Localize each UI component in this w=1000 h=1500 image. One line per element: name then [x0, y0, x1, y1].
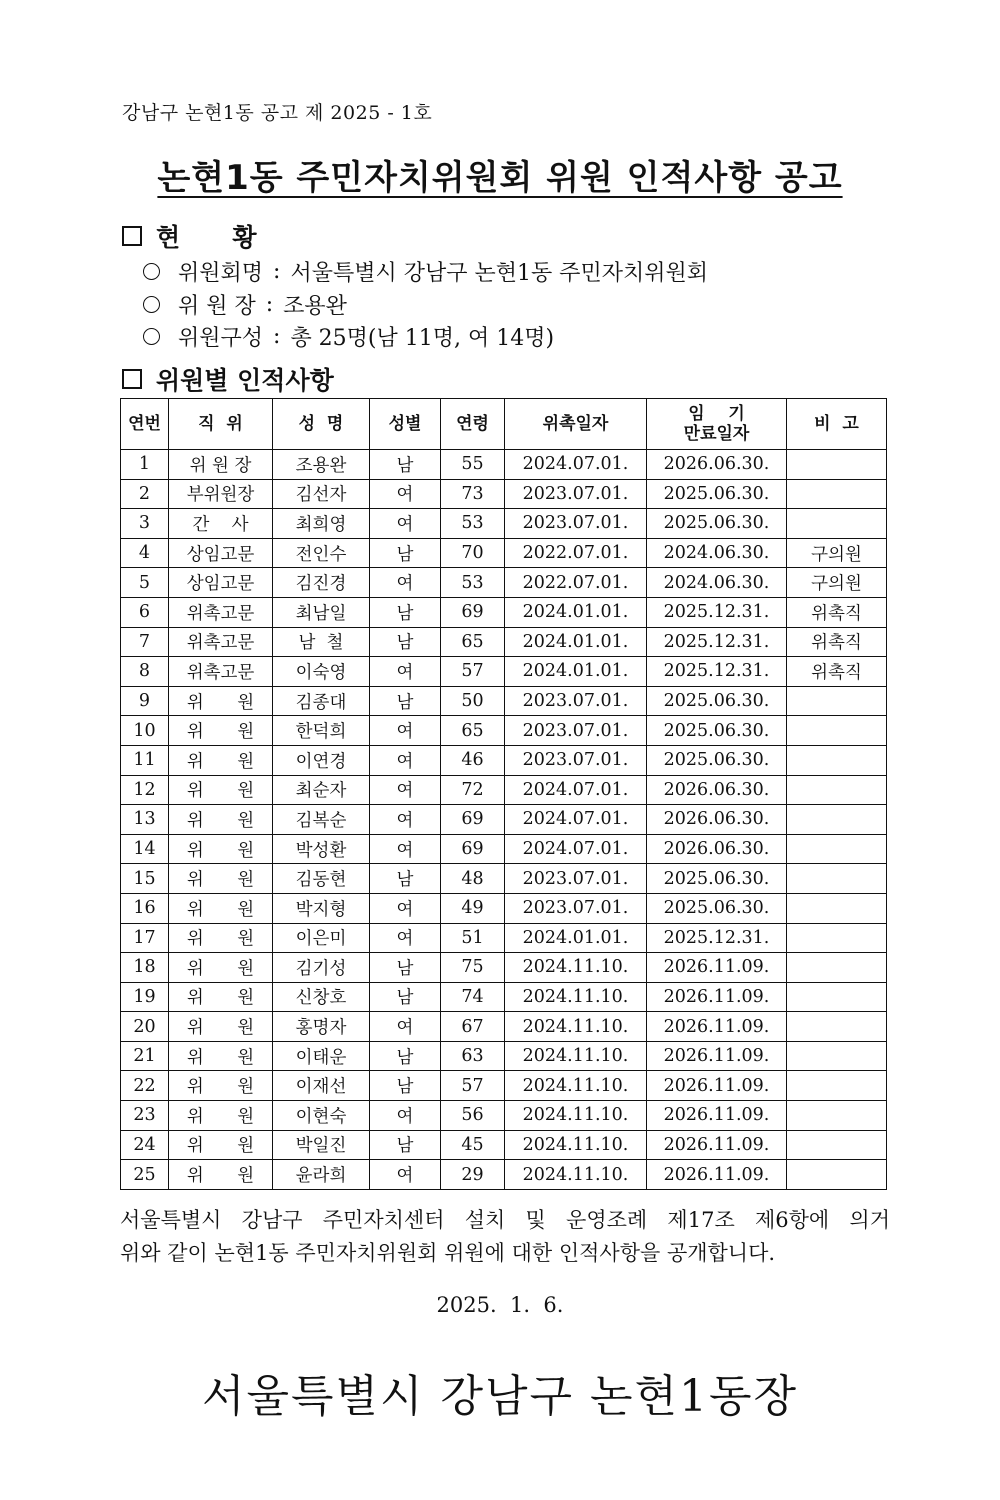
- table-cell: 남: [370, 450, 441, 480]
- table-cell: 2023.07.01.: [505, 716, 647, 746]
- table-cell: 2026.06.30.: [647, 805, 787, 835]
- table-cell: 최희영: [273, 509, 370, 539]
- info-separator: :: [265, 292, 274, 317]
- table-cell: 여: [370, 1101, 441, 1131]
- table-cell: 김선자: [273, 479, 370, 509]
- table-cell: 2022.07.01.: [505, 538, 647, 568]
- table-cell: 김기성: [273, 953, 370, 983]
- document-title-wrap: [0, 150, 1000, 199]
- column-header: 성 명: [273, 399, 370, 450]
- info-label: 위 원 장: [178, 294, 256, 319]
- table-row: [121, 864, 887, 894]
- table-cell: 50: [441, 686, 505, 716]
- table-cell: [787, 834, 887, 864]
- table-cell: 위촉직: [787, 657, 887, 687]
- footer-line-2: 위와 같이 논현1동 주민자치위원회 위원에 대한 인적사항을 공개합니다.: [120, 1241, 776, 1265]
- table-cell: 상임고문: [169, 568, 273, 598]
- table-cell: 김복순: [273, 805, 370, 835]
- table-row: [121, 1130, 887, 1160]
- table-cell: 75: [441, 953, 505, 983]
- table-cell: 간 사: [169, 509, 273, 539]
- table-cell: 2024.07.01.: [505, 450, 647, 480]
- table-cell: 여: [370, 657, 441, 687]
- table-row: [121, 923, 887, 953]
- info-value: 총 25명(남 11명, 여 14명): [290, 326, 555, 351]
- table-cell: 박성환: [273, 834, 370, 864]
- table-row: [121, 627, 887, 657]
- table-cell: 21: [121, 1041, 169, 1071]
- table-cell: 홍명자: [273, 1012, 370, 1042]
- table-cell: 69: [441, 834, 505, 864]
- table-row: [121, 597, 887, 627]
- table-cell: 67: [441, 1012, 505, 1042]
- column-header: 연령: [441, 399, 505, 450]
- table-cell: 위 원: [169, 1071, 273, 1101]
- table-cell: 2024.11.10.: [505, 982, 647, 1012]
- table-cell: 2025.06.30.: [647, 893, 787, 923]
- table-cell: 2024.01.01.: [505, 627, 647, 657]
- table-cell: 여: [370, 805, 441, 835]
- table-cell: 이숙영: [273, 657, 370, 687]
- table-cell: [787, 1071, 887, 1101]
- info-label: 위원구성: [178, 326, 264, 351]
- table-cell: 16: [121, 893, 169, 923]
- table-cell: 윤라희: [273, 1160, 370, 1190]
- table-cell: 4: [121, 538, 169, 568]
- table-cell: 2024.11.10.: [505, 1160, 647, 1190]
- square-bullet-icon: [122, 226, 142, 246]
- table-cell: 위 원: [169, 1012, 273, 1042]
- table-cell: 위 원: [169, 745, 273, 775]
- table-cell: 구의원: [787, 538, 887, 568]
- table-cell: 1: [121, 450, 169, 480]
- table-row: [121, 834, 887, 864]
- table-cell: 69: [441, 805, 505, 835]
- table-cell: 이연경: [273, 745, 370, 775]
- info-chairman: [143, 289, 347, 320]
- table-cell: 위촉직: [787, 597, 887, 627]
- table-cell: 72: [441, 775, 505, 805]
- table-cell: 최남일: [273, 597, 370, 627]
- table-cell: [787, 450, 887, 480]
- table-cell: 24: [121, 1130, 169, 1160]
- table-cell: 남: [370, 864, 441, 894]
- table-cell: 55: [441, 450, 505, 480]
- table-cell: 위 원: [169, 805, 273, 835]
- table-cell: 한덕희: [273, 716, 370, 746]
- table-row: [121, 1160, 887, 1190]
- table-cell: 2024.11.10.: [505, 1130, 647, 1160]
- table-cell: 9: [121, 686, 169, 716]
- column-header: 연번: [121, 399, 169, 450]
- circle-bullet-icon: [143, 263, 160, 280]
- table-cell: 2026.06.30.: [647, 775, 787, 805]
- table-cell: 위 원: [169, 982, 273, 1012]
- table-cell: [787, 509, 887, 539]
- table-row: [121, 745, 887, 775]
- table-cell: 이은미: [273, 923, 370, 953]
- table-cell: 65: [441, 716, 505, 746]
- table-cell: 15: [121, 864, 169, 894]
- table-cell: 위 원 장: [169, 450, 273, 480]
- table-cell: 남: [370, 538, 441, 568]
- table-cell: 2025.12.31.: [647, 597, 787, 627]
- table-cell: 57: [441, 657, 505, 687]
- table-cell: 이재선: [273, 1071, 370, 1101]
- table-row: [121, 657, 887, 687]
- table-cell: 2025.06.30.: [647, 686, 787, 716]
- notice-number: 강남구 논현1동 공고 제 2025 - 1호: [122, 102, 433, 124]
- table-row: [121, 538, 887, 568]
- table-cell: 2025.06.30.: [647, 864, 787, 894]
- info-separator: :: [273, 324, 281, 349]
- table-cell: 위 원: [169, 1160, 273, 1190]
- table-cell: 2024.01.01.: [505, 597, 647, 627]
- document-title: 논현1동 주민자치위원회 위원 인적사항 공고: [157, 158, 843, 198]
- table-cell: 박일진: [273, 1130, 370, 1160]
- table-row: [121, 1012, 887, 1042]
- table-cell: 2024.07.01.: [505, 834, 647, 864]
- table-cell: 2025.06.30.: [647, 716, 787, 746]
- table-cell: 여: [370, 1012, 441, 1042]
- table-cell: 2026.11.09.: [647, 1160, 787, 1190]
- table-cell: 7: [121, 627, 169, 657]
- table-cell: [787, 716, 887, 746]
- section-members-title: 위원별 인적사항: [156, 366, 334, 395]
- table-cell: 2025.06.30.: [647, 479, 787, 509]
- table-cell: 2023.07.01.: [505, 864, 647, 894]
- table-cell: 18: [121, 953, 169, 983]
- table-cell: 2026.11.09.: [647, 1041, 787, 1071]
- table-cell: 여: [370, 923, 441, 953]
- table-cell: 2026.11.09.: [647, 953, 787, 983]
- table-cell: 3: [121, 509, 169, 539]
- table-cell: 56: [441, 1101, 505, 1131]
- issuer-name: 서울특별시 강남구 논현1동장: [201, 1371, 798, 1422]
- table-cell: 최순자: [273, 775, 370, 805]
- table-cell: 2023.07.01.: [505, 745, 647, 775]
- table-cell: 2026.11.09.: [647, 1012, 787, 1042]
- table-cell: 73: [441, 479, 505, 509]
- table-cell: [787, 1041, 887, 1071]
- table-row: [121, 953, 887, 983]
- table-cell: 48: [441, 864, 505, 894]
- section-status-title: 현 황: [156, 223, 257, 252]
- table-cell: 남: [370, 1130, 441, 1160]
- table-cell: 위촉고문: [169, 627, 273, 657]
- circle-bullet-icon: [143, 328, 160, 345]
- table-cell: 위 원: [169, 1130, 273, 1160]
- table-cell: 2024.01.01.: [505, 657, 647, 687]
- table-cell: 5: [121, 568, 169, 598]
- table-cell: [787, 686, 887, 716]
- table-row: [121, 509, 887, 539]
- info-composition: [143, 321, 554, 352]
- table-cell: 여: [370, 893, 441, 923]
- section-members-heading: [122, 361, 334, 397]
- table-cell: 2024.06.30.: [647, 568, 787, 598]
- column-header: 성별: [370, 399, 441, 450]
- table-cell: 6: [121, 597, 169, 627]
- table-cell: 김종대: [273, 686, 370, 716]
- column-header: 직 위: [169, 399, 273, 450]
- table-cell: 2025.06.30.: [647, 745, 787, 775]
- table-row: [121, 1071, 887, 1101]
- table-cell: 전인수: [273, 538, 370, 568]
- info-label: 위원회명: [178, 261, 264, 286]
- table-cell: 상임고문: [169, 538, 273, 568]
- table-cell: 위 원: [169, 686, 273, 716]
- table-cell: 29: [441, 1160, 505, 1190]
- table-cell: 여: [370, 775, 441, 805]
- table-cell: [787, 745, 887, 775]
- table-cell: 57: [441, 1071, 505, 1101]
- table-row: [121, 450, 887, 480]
- table-cell: [787, 479, 887, 509]
- footer-statement: [120, 1204, 890, 1270]
- table-cell: [787, 805, 887, 835]
- table-cell: 2026.06.30.: [647, 450, 787, 480]
- table-cell: 2025.12.31.: [647, 657, 787, 687]
- table-row: [121, 686, 887, 716]
- table-cell: 2026.11.09.: [647, 1101, 787, 1131]
- table-cell: 여: [370, 1160, 441, 1190]
- table-cell: 2024.11.10.: [505, 1041, 647, 1071]
- column-header: 비 고: [787, 399, 887, 450]
- table-cell: 여: [370, 479, 441, 509]
- table-cell: 위 원: [169, 1101, 273, 1131]
- table-cell: 남: [370, 982, 441, 1012]
- table-cell: 2024.11.10.: [505, 1012, 647, 1042]
- table-cell: 남: [370, 1071, 441, 1101]
- table-row: [121, 568, 887, 598]
- table-cell: 49: [441, 893, 505, 923]
- table-header-row: [121, 399, 887, 450]
- table-cell: 22: [121, 1071, 169, 1101]
- table-cell: 2024.07.01.: [505, 805, 647, 835]
- info-value: 서울특별시 강남구 논현1동 주민자치위원회: [290, 261, 708, 286]
- table-cell: 남: [370, 597, 441, 627]
- table-cell: 위촉직: [787, 627, 887, 657]
- table-cell: 2024.06.30.: [647, 538, 787, 568]
- table-cell: 74: [441, 982, 505, 1012]
- table-cell: 14: [121, 834, 169, 864]
- table-cell: 2026.11.09.: [647, 1130, 787, 1160]
- table-row: [121, 805, 887, 835]
- table-cell: 2023.07.01.: [505, 686, 647, 716]
- table-cell: 여: [370, 716, 441, 746]
- table-cell: 여: [370, 834, 441, 864]
- table-cell: 12: [121, 775, 169, 805]
- table-cell: 위 원: [169, 864, 273, 894]
- table-cell: 김동현: [273, 864, 370, 894]
- table-cell: 2024.11.10.: [505, 1101, 647, 1131]
- table-cell: 2023.07.01.: [505, 893, 647, 923]
- table-cell: 63: [441, 1041, 505, 1071]
- table-cell: [787, 923, 887, 953]
- table-cell: 이현숙: [273, 1101, 370, 1131]
- table-cell: 이태운: [273, 1041, 370, 1071]
- table-cell: 2024.11.10.: [505, 1071, 647, 1101]
- table-cell: 2023.07.01.: [505, 479, 647, 509]
- table-cell: 53: [441, 568, 505, 598]
- table-cell: 위촉고문: [169, 597, 273, 627]
- table-cell: 위 원: [169, 893, 273, 923]
- table-cell: 65: [441, 627, 505, 657]
- table-cell: [787, 1101, 887, 1131]
- table-cell: 53: [441, 509, 505, 539]
- table-cell: 남 철: [273, 627, 370, 657]
- column-header: 위촉일자: [505, 399, 647, 450]
- table-cell: 2026.11.09.: [647, 982, 787, 1012]
- table-cell: 여: [370, 568, 441, 598]
- table-row: [121, 1101, 887, 1131]
- table-cell: 23: [121, 1101, 169, 1131]
- table-cell: 2025.06.30.: [647, 509, 787, 539]
- table-cell: 2024.07.01.: [505, 775, 647, 805]
- table-cell: 2024.01.01.: [505, 923, 647, 953]
- table-cell: 남: [370, 1041, 441, 1071]
- table-row: [121, 893, 887, 923]
- table-cell: 2025.12.31.: [647, 923, 787, 953]
- table-cell: 2026.06.30.: [647, 834, 787, 864]
- section-status-heading: [122, 218, 257, 254]
- circle-bullet-icon: [143, 296, 160, 313]
- table-row: [121, 982, 887, 1012]
- table-cell: 2024.11.10.: [505, 953, 647, 983]
- table-cell: 10: [121, 716, 169, 746]
- table-cell: 19: [121, 982, 169, 1012]
- table-cell: 남: [370, 627, 441, 657]
- table-row: [121, 479, 887, 509]
- table-cell: 11: [121, 745, 169, 775]
- table-cell: 위 원: [169, 834, 273, 864]
- table-cell: [787, 893, 887, 923]
- table-cell: [787, 982, 887, 1012]
- table-cell: 2023.07.01.: [505, 509, 647, 539]
- table-cell: 남: [370, 686, 441, 716]
- footer-line-1: 서울특별시 강남구 주민자치센터 설치 및 운영조례 제17조 제6항에 의거: [120, 1208, 890, 1232]
- table-cell: 위 원: [169, 1041, 273, 1071]
- table-cell: [787, 775, 887, 805]
- table-row: [121, 716, 887, 746]
- table-cell: 69: [441, 597, 505, 627]
- table-cell: [787, 1130, 887, 1160]
- table-row: [121, 775, 887, 805]
- table-cell: 위 원: [169, 923, 273, 953]
- table-cell: 70: [441, 538, 505, 568]
- table-cell: 2022.07.01.: [505, 568, 647, 598]
- column-header: 임 기 만료일자: [647, 399, 787, 450]
- table-cell: 조용완: [273, 450, 370, 480]
- table-cell: 여: [370, 509, 441, 539]
- table-row: [121, 1041, 887, 1071]
- table-cell: 17: [121, 923, 169, 953]
- table-cell: 46: [441, 745, 505, 775]
- table-cell: 2026.11.09.: [647, 1071, 787, 1101]
- table-cell: 2025.12.31.: [647, 627, 787, 657]
- table-cell: 남: [370, 953, 441, 983]
- info-value: 조용완: [283, 294, 347, 319]
- table-cell: 김진경: [273, 568, 370, 598]
- table-cell: [787, 1012, 887, 1042]
- table-cell: 구의원: [787, 568, 887, 598]
- table-cell: 25: [121, 1160, 169, 1190]
- table-cell: 위 원: [169, 716, 273, 746]
- table-cell: 51: [441, 923, 505, 953]
- table-cell: 위 원: [169, 953, 273, 983]
- info-separator: :: [273, 259, 281, 284]
- table-cell: [787, 864, 887, 894]
- table-cell: 13: [121, 805, 169, 835]
- table-cell: 신창호: [273, 982, 370, 1012]
- table-cell: 2: [121, 479, 169, 509]
- table-cell: [787, 1160, 887, 1190]
- members-table: [120, 398, 887, 1190]
- info-committee-name: [143, 256, 708, 287]
- table-cell: 박지형: [273, 893, 370, 923]
- table-cell: 위촉고문: [169, 657, 273, 687]
- table-cell: [787, 953, 887, 983]
- table-cell: 여: [370, 745, 441, 775]
- square-bullet-icon: [122, 369, 142, 389]
- document-date: 2025. 1. 6.: [436, 1293, 564, 1317]
- table-cell: 8: [121, 657, 169, 687]
- table-cell: 20: [121, 1012, 169, 1042]
- table-cell: 45: [441, 1130, 505, 1160]
- table-cell: 위 원: [169, 775, 273, 805]
- table-cell: 부위원장: [169, 479, 273, 509]
